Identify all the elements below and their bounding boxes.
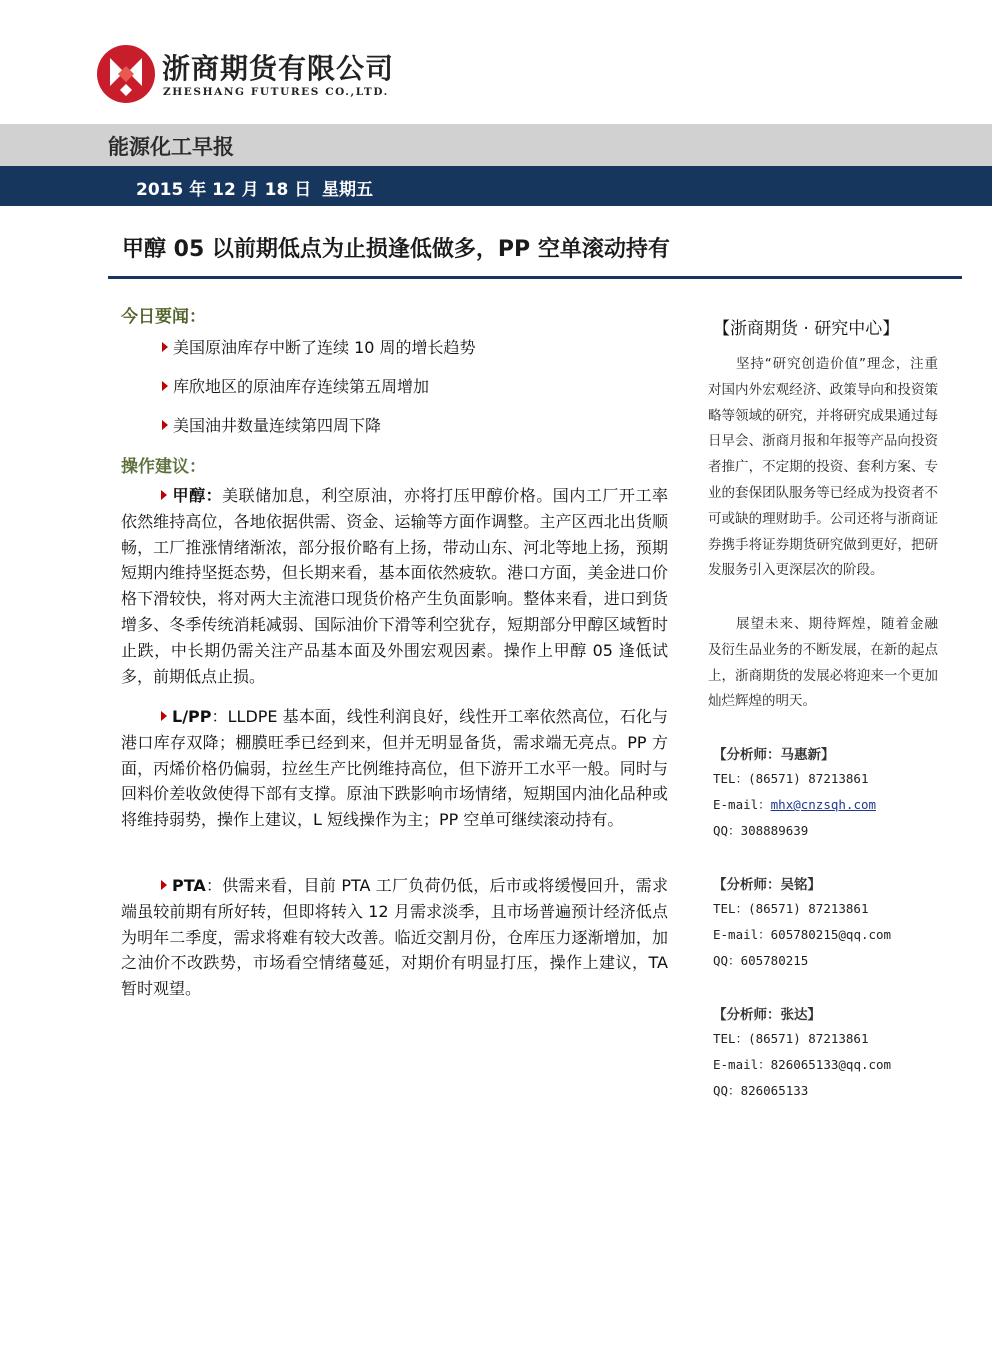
analyst-email: E-mail：mhx@cnzsqh.com [713,797,877,812]
advice-paragraph-methanol: 甲醇：美联储加息，利空原油，亦将打压甲醇价格。国内工厂开工率依然维持高位，各地依据供需、资金、运输等方面作调整。主产区西北出货顺畅，工厂推涨情绪渐浓，部分报价略有上扬，带动山东、河北等地上扬，预期短期内维持坚挺态势，但长期来看，基本面依然疲软。港口方面，美金进口价格下滑较快，将对两大主流港口现货价格产生负面影响。整体来看，进口到货增多、冬季传统消耗减弱、国际油价下滑等利空犹存，短期部分甲醇区域暂时止跌，中长期仍需关注产品基本面及外围宏观因素。操作上甲醇 05 逢低试多，前期低点止损。 [121,486,668,686]
headline-divider [108,276,962,279]
analyst-card [713,743,953,847]
headline: 甲醇 05 以前期低点为止损逢低做多，PP 空单滚动持有 [122,237,670,262]
analyst-card [713,873,953,977]
company-name-cn: 浙商期货有限公司 [162,52,395,85]
analyst-name: 【分析师：张达】 [713,1007,821,1023]
news-item: 美国原油库存中断了连续 10 周的增长趋势 [162,335,476,358]
analyst-email: E-mail：826065133@qq.com [713,1057,892,1072]
analyst-qq: QQ：605780215 [713,953,809,968]
analyst-qq: QQ：826065133 [713,1083,809,1098]
advice-paragraph-lpp: L/PP：LLDPE 基本面，线性利润良好，线性开工率依然高位，石化与港口库存双降；棚膜旺季已经到来，但并无明显备货，需求端无亮点。PP 方面，丙烯价格仍偏弱，拉丝生产比例维持高位，但下游开工水平一般。同时与回料价差收敛使得下部有支撑。原油下跌影响市场情绪，短期国内油化品种或将维持弱势，操作上建议，L 短线操作为主；PP 空单可继续滚动持有。 [121,707,668,830]
analyst-tel: TEL：(86571) 87213861 [713,1031,869,1046]
bullet-triangle-icon [162,381,168,391]
bullet-triangle-icon [161,711,167,721]
news-item: 美国油井数量连续第四周下降 [162,413,381,436]
research-center-title: 【浙商期货 · 研究中心】 [713,319,900,339]
company-name-en: ZHESHANG FUTURES CO.,LTD. [163,86,389,98]
report-weekday: 星期五 [322,180,373,200]
analyst-name: 【分析师：马惠新】 [713,747,835,763]
report-date: 2015 年 12 月 18 日 [136,180,312,200]
bullet-triangle-icon [162,342,168,352]
category-bar [0,124,992,166]
analyst-tel: TEL：(86571) 87213861 [713,901,869,916]
date-bar [0,166,992,206]
analyst-tel: TEL：(86571) 87213861 [713,771,869,786]
company-logo [96,44,156,104]
bullet-triangle-icon [161,490,167,500]
analyst-email-link[interactable]: mhx@cnzsqh.com [770,797,877,812]
advice-paragraph-pta: PTA：供需来看，目前 PTA 工厂负荷仍低，后市或将缓慢回升，需求端虽较前期有所好转，但即将转入 12 月需求淡季，且市场普遍预计经济低点为明年二季度，需求将难有较大改善。临近交割月份，仓库压力逐渐增加，加之油价不改跌势，市场看空情绪蔓延，对期价有明显打压，操作上建议，TA 暂时观望。 [121,876,668,999]
analyst-name: 【分析师：吴铭】 [713,877,821,893]
report-category: 能源化工早报 [108,135,234,159]
news-section-title: 今日要闻： [121,307,206,327]
bullet-triangle-icon [161,880,167,890]
analyst-qq: QQ：308889639 [713,823,809,838]
news-item: 库欣地区的原油库存连续第五周增加 [162,374,429,397]
analyst-card [713,1003,953,1107]
advice-section-title: 操作建议： [121,457,206,477]
bullet-triangle-icon [162,420,168,430]
research-center-outlook: 展望未来、期待辉煌，随着金融及衍生品业务的不断发展，在新的起点上，浙商期货的发展必将迎来一个更加灿烂辉煌的明天。 [708,616,938,710]
analyst-email: E-mail：605780215@qq.com [713,927,892,942]
research-center-intro: 坚持“研究创造价值”理念，注重对国内外宏观经济、政策导向和投资策略等领域的研究，并将研究成果通过每日早会、浙商月报和年报等产品向投资者推广，不定期的投资、套利方案、专业的套保团队服务等已经成为投资者不可或缺的理财助手。公司还将与浙商证券携手将证券期货研究做到更好，把研发服务引入更深层次的阶段。 [708,356,938,579]
